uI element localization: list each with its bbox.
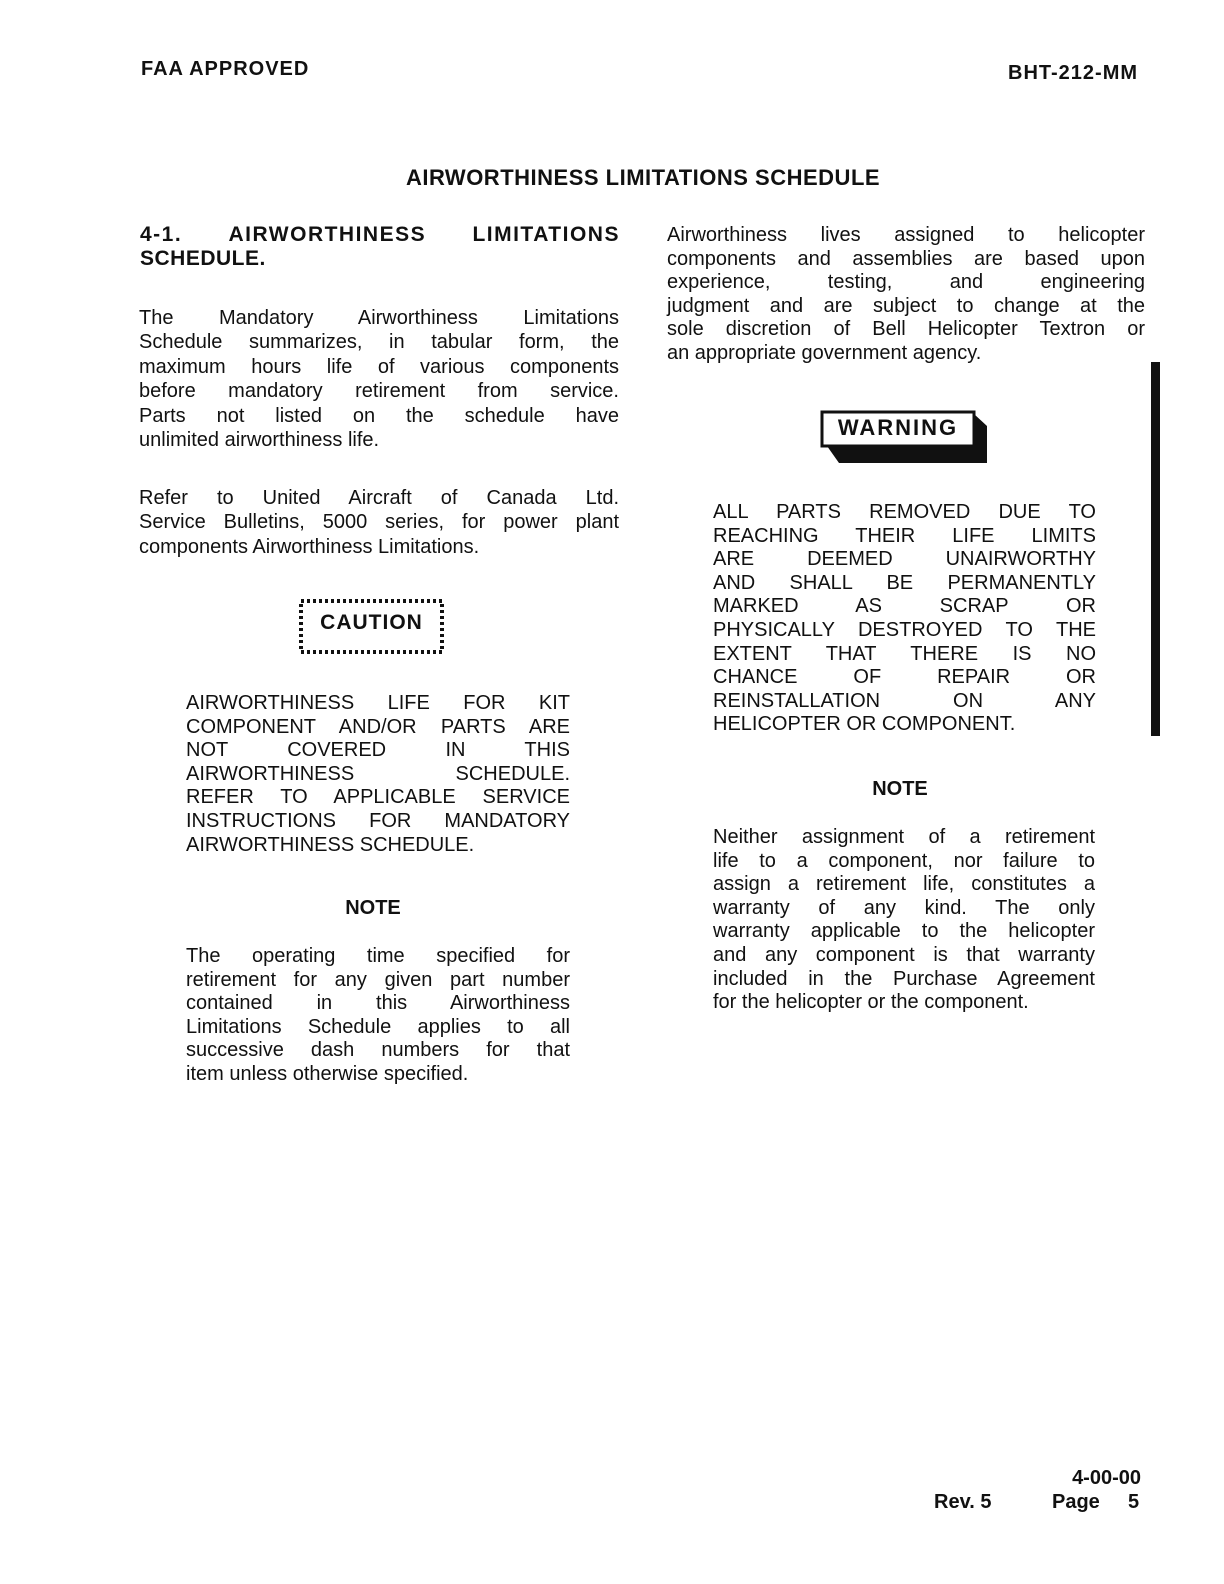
text-line: COMPONENT AND/OR PARTS ARE [186,715,570,738]
reference-paragraph [139,486,619,559]
text-line: warranty of any kind. The only [713,896,1095,919]
section-heading-word: AIRWORTHINESS [228,223,427,246]
section-heading-word: LIMITATIONS [472,223,620,246]
section-heading [140,223,620,271]
text-line: included in the Purchase Agreement [713,967,1095,990]
text-line: before mandatory retirement from service. [139,380,619,403]
text-line: assign a retirement life, constitutes a [713,873,1095,896]
text-line: maximum hours life of various components [139,355,619,378]
chapter-number: 4-00-00 [1072,1467,1141,1489]
text-line: components and assemblies are based upon [667,247,1145,270]
warning-text [713,501,1096,737]
text-line: retirement for any given part number [186,968,570,991]
note-text [186,945,570,1087]
text-line: CHANCE OF REPAIR OR [713,666,1096,689]
text-line: experience, testing, and engineering [667,271,1145,294]
text-line: and any component is that warranty [713,943,1095,966]
text-line: Parts not listed on the schedule have [139,404,619,427]
section-heading-line2: SCHEDULE. [140,247,266,270]
text-line: INSTRUCTIONS FOR MANDATORY [186,809,570,832]
text-line: Service Bulletins, 5000 series, for power plant [139,511,619,534]
text-line: item unless otherwise specified. [186,1062,469,1085]
text-line: AIRWORTHINESS LIFE FOR KIT [186,692,570,714]
caution-box [299,598,444,655]
text-line: HELICOPTER OR COMPONENT. [713,713,1016,736]
text-line: successive dash numbers for that [186,1039,570,1062]
text-line: AIRWORTHINESS SCHEDULE. [186,833,475,856]
text-line: REACHING THEIR LIFE LIMITS [713,524,1096,547]
revision-label: Rev. 5 [934,1491,992,1513]
text-line: The Mandatory Airworthiness Limitations [139,307,619,329]
intro-paragraph [139,306,619,452]
text-line: life to a component, nor failure to [713,849,1095,872]
text-line: Refer to United Aircraft of Canada Ltd. [139,487,619,509]
text-line: REINSTALLATION ON ANY [713,689,1096,712]
text-line: contained in this Airworthiness [186,992,570,1015]
text-line: warranty applicable to the helicopter [713,920,1095,943]
warranty-note-text [713,826,1095,1015]
section-number: 4-1. [140,223,183,246]
text-line: judgment and are subject to change at the [667,294,1145,317]
text-line: ALL PARTS REMOVED DUE TO [713,501,1096,523]
text-line: sole discretion of Bell Helicopter Textron or [667,318,1145,341]
note-heading: NOTE [872,778,928,800]
text-line: The operating time specified for [186,945,570,967]
page-label: Page [1052,1491,1100,1513]
header-right: BHT-212-MM [1008,62,1139,84]
text-line: Schedule summarizes, in tabular form, the [139,331,619,354]
text-line: NOT COVERED IN THIS [186,739,570,762]
page-title: AIRWORTHINESS LIMITATIONS SCHEDULE [405,165,881,190]
text-line: AND SHALL BE PERMANENTLY [713,571,1096,594]
text-line: REFER TO APPLICABLE SERVICE [186,786,570,809]
note-heading: NOTE [345,897,401,919]
text-line: components Airworthiness Limitations. [139,535,480,558]
text-line: PHYSICALLY DESTROYED TO THE [713,618,1096,641]
caution-text [186,692,570,857]
text-line: MARKED AS SCRAP OR [713,595,1096,618]
caution-label: CAUTION [320,611,423,634]
text-line: ARE DEEMED UNAIRWORTHY [713,548,1096,571]
text-line: EXTENT THAT THERE IS NO [713,642,1096,665]
text-line: an appropriate government agency. [667,341,982,364]
text-line: AIRWORTHINESS SCHEDULE. [186,762,570,785]
revision-change-bar [1151,362,1160,736]
header-left: FAA APPROVED [141,58,310,80]
text-line: Neither assignment of a retirement [713,826,1095,848]
text-line: unlimited airworthiness life. [139,429,380,452]
warning-box [819,410,991,466]
warning-label: WARNING [837,415,959,440]
text-line: Airworthiness lives assigned to helicopter [667,224,1145,246]
text-line: for the helicopter or the component. [713,991,1029,1014]
lives-paragraph [667,224,1145,366]
text-line: Limitations Schedule applies to all [186,1015,570,1038]
page-number: 5 [1128,1491,1140,1513]
